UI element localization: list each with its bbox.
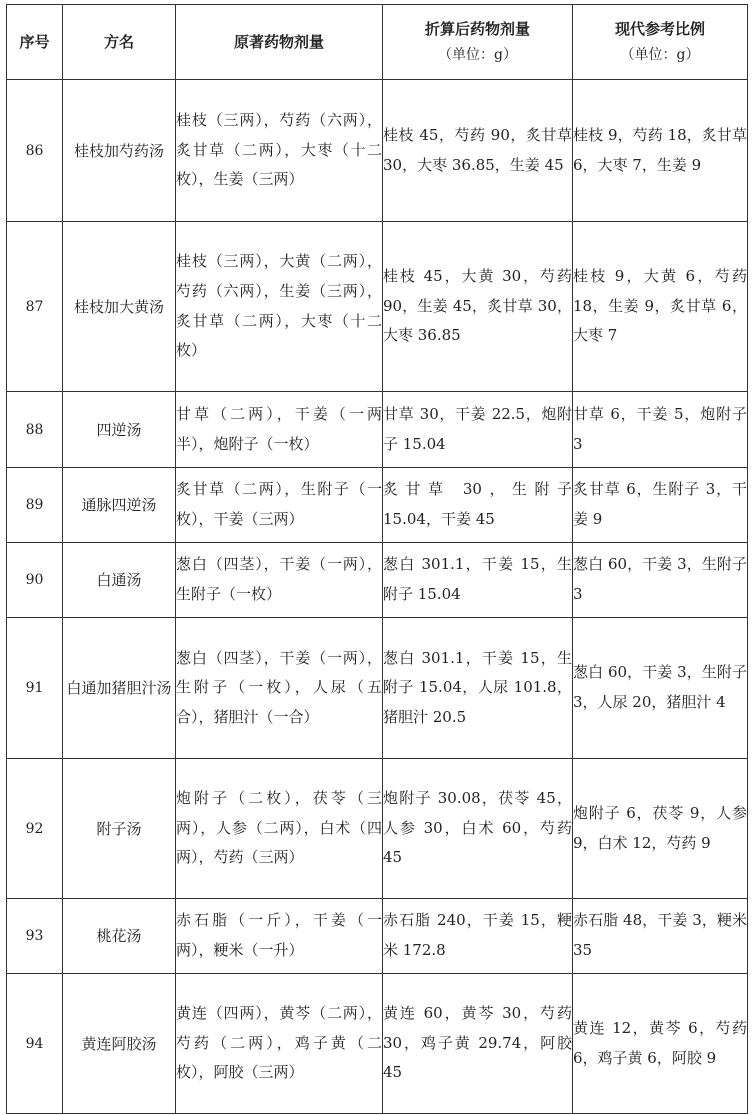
row-original: 葱白（四茎），干姜（一两），生附子（一枚），人尿（五合），猪胆汁（一合） <box>176 618 383 759</box>
row-converted: 赤石脂 240，干姜 15，粳米 172.8 <box>383 899 573 974</box>
row-converted: 炙甘草 30，生附子 15.04，干姜 45 <box>383 468 573 543</box>
row-name: 白通汤 <box>63 543 176 618</box>
row-modern: 炙甘草 6，生附子 3，干姜 9 <box>573 468 748 543</box>
row-modern: 黄连 12，黄芩 6，芍药 6，鸡子黄 6，阿胶 9 <box>573 974 748 1114</box>
row-original: 桂枝（三两），芍药（六两），炙甘草（二两），大枣（十二枚），生姜（三两） <box>176 80 383 222</box>
row-name: 桃花汤 <box>63 899 176 974</box>
table-row <box>7 468 748 543</box>
header-modern <box>573 5 748 80</box>
header-converted-unit: （单位：g） <box>438 47 517 63</box>
row-index: 93 <box>7 899 63 974</box>
table-row <box>7 222 748 392</box>
row-modern: 甘草 6，干姜 5，炮附子 3 <box>573 392 748 468</box>
row-name: 黄连阿胶汤 <box>63 974 176 1114</box>
row-index: 90 <box>7 543 63 618</box>
row-index: 91 <box>7 618 63 759</box>
row-converted: 甘草 30，干姜 22.5，炮附子 15.04 <box>383 392 573 468</box>
table-row <box>7 618 748 759</box>
row-converted: 葱白 301.1，干姜 15，生附子 15.04 <box>383 543 573 618</box>
table-row <box>7 392 748 468</box>
row-modern: 葱白 60，干姜 3，生附子 3，人尿 20，猪胆汁 4 <box>573 618 748 759</box>
row-modern: 炮附子 6，茯苓 9，人参 9，白术 12，芍药 9 <box>573 759 748 899</box>
row-name: 桂枝加芍药汤 <box>63 80 176 222</box>
row-name: 四逆汤 <box>63 392 176 468</box>
header-modern-title: 现代参考比例 <box>614 20 705 38</box>
row-converted: 葱白 301.1，干姜 15，生附子 15.04，人尿 101.8，猪胆汁 20.5 <box>383 618 573 759</box>
row-original: 桂枝（三两），大黄（二两），芍药（六两），生姜（三两），炙甘草（二两），大枣（十二枚） <box>176 222 383 392</box>
table-row <box>7 899 748 974</box>
row-original: 炮附子（二枚），茯苓（三两），人参（二两），白术（四两），芍药（三两） <box>176 759 383 899</box>
table-row <box>7 974 748 1114</box>
row-index: 88 <box>7 392 63 468</box>
prescription-table <box>6 4 748 1114</box>
row-name: 白通加猪胆汁汤 <box>63 618 176 759</box>
row-name: 桂枝加大黄汤 <box>63 222 176 392</box>
row-converted: 桂枝 45，芍药 90，炙甘草 30，大枣 36.85，生姜 45 <box>383 80 573 222</box>
table-row <box>7 80 748 222</box>
row-original: 甘草（二两），干姜（一两半），炮附子（一枚） <box>176 392 383 468</box>
row-original: 黄连（四两），黄芩（二两），芍药（二两），鸡子黄（二枚），阿胶（三两） <box>176 974 383 1114</box>
row-index: 92 <box>7 759 63 899</box>
header-converted <box>383 5 573 80</box>
header-modern-unit: （单位：g） <box>620 47 700 63</box>
row-index: 89 <box>7 468 63 543</box>
table-row <box>7 759 748 899</box>
row-index: 86 <box>7 80 63 222</box>
row-name: 附子汤 <box>63 759 176 899</box>
row-index: 94 <box>7 974 63 1114</box>
row-converted: 黄连 60，黄芩 30，芍药 30，鸡子黄 29.74，阿胶 45 <box>383 974 573 1114</box>
header-index: 序号 <box>7 5 63 80</box>
header-original: 原著药物剂量 <box>176 5 383 80</box>
row-original: 赤石脂（一斤），干姜（一两），粳米（一升） <box>176 899 383 974</box>
row-name: 通脉四逆汤 <box>63 468 176 543</box>
header-converted-title: 折算后药物剂量 <box>424 20 530 38</box>
row-modern: 桂枝 9，芍药 18，炙甘草 6，大枣 7，生姜 9 <box>573 80 748 222</box>
header-name: 方名 <box>63 5 176 80</box>
table-row <box>7 543 748 618</box>
row-converted: 炮附子 30.08，茯苓 45，人参 30，白术 60，芍药 45 <box>383 759 573 899</box>
row-modern: 葱白 60，干姜 3，生附子 3 <box>573 543 748 618</box>
row-modern: 赤石脂 48，干姜 3，粳米 35 <box>573 899 748 974</box>
row-converted: 桂枝 45，大黄 30，芍药 90，生姜 45，炙甘草 30，大枣 36.85 <box>383 222 573 392</box>
row-index: 87 <box>7 222 63 392</box>
row-original: 葱白（四茎），干姜（一两），生附子（一枚） <box>176 543 383 618</box>
row-modern: 桂枝 9，大黄 6，芍药 18，生姜 9，炙甘草 6，大枣 7 <box>573 222 748 392</box>
header-row <box>7 5 748 80</box>
row-original: 炙甘草（二两），生附子（一枚），干姜（三两） <box>176 468 383 543</box>
